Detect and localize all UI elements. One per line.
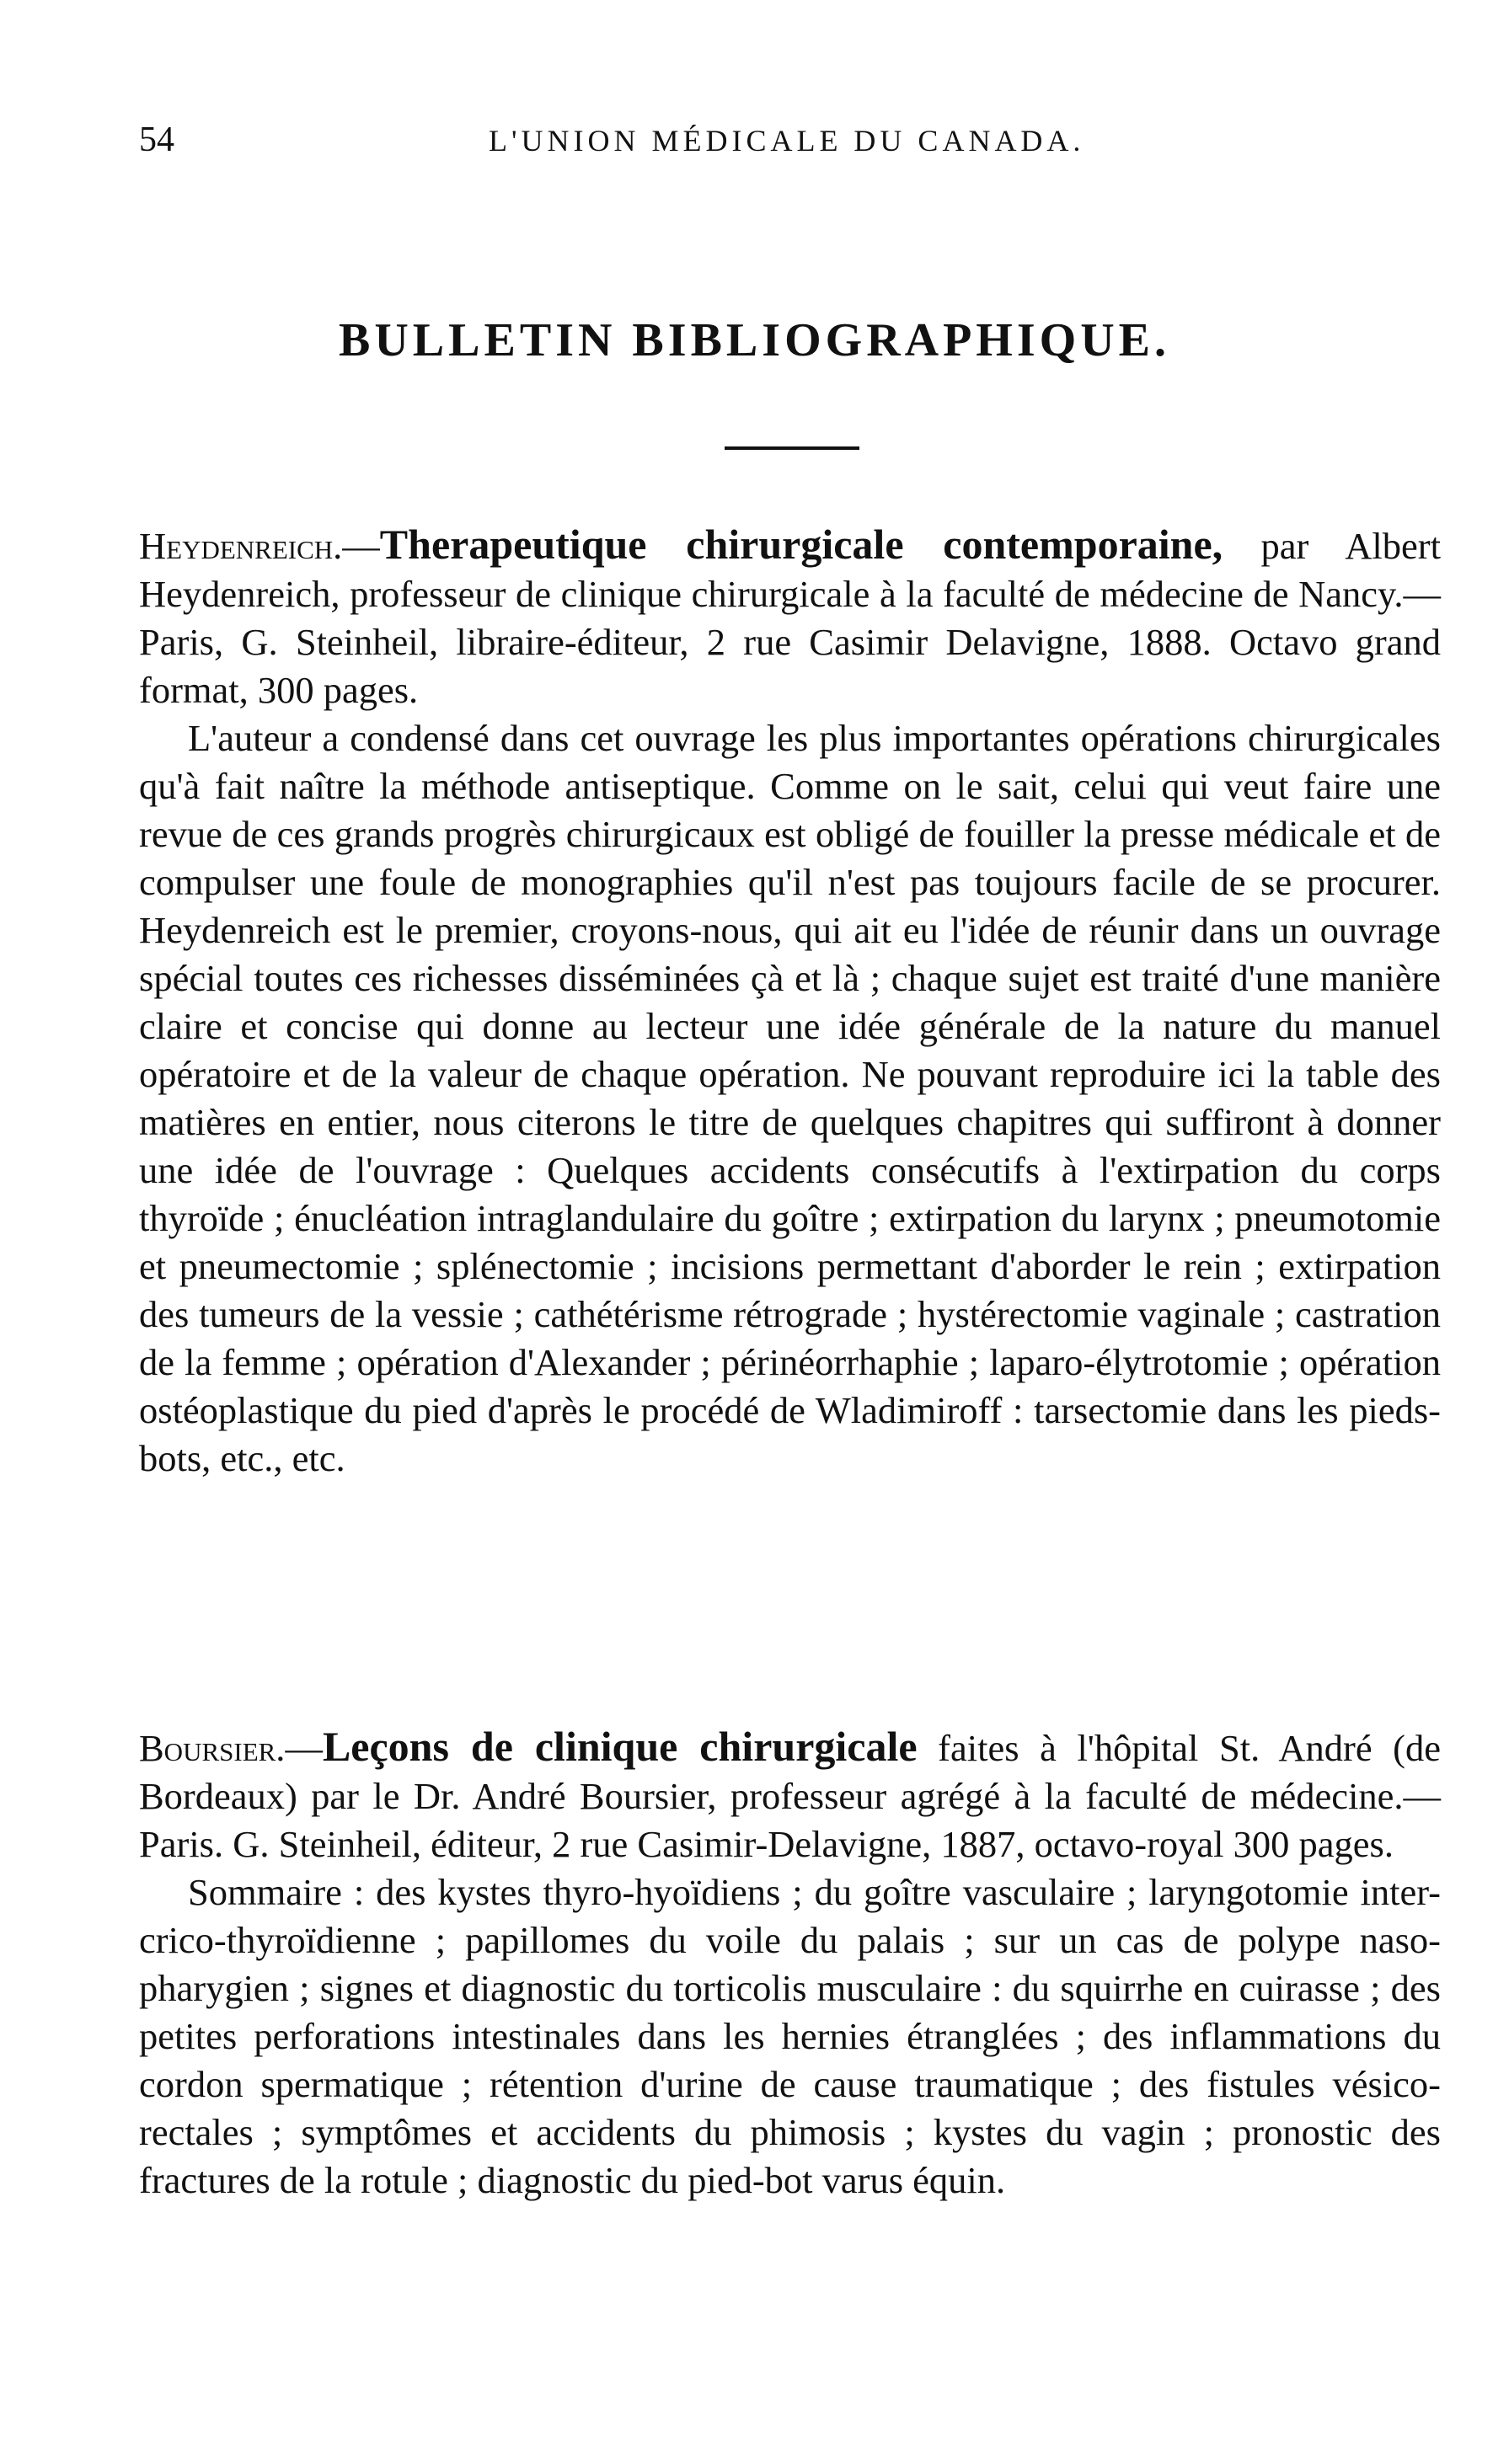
- bibliography-entry: [139, 1723, 1441, 2205]
- entry-body: L'auteur a condensé dans cet ouvrage les plus importantes opérations chirurgicales qu'à fait naître la méthode antiseptique. Comme on le sait, celui qui veut faire une revue de ces grands progrès chirurgicaux est obligé de fouiller la presse médicale et de compulser une foule de monographies qu'il n'est pas toujours facile de se procurer. Heydenreich est le premier, croyons-nous, qui ait eu l'idée de réunir dans un ouvrage spécial toutes ces richesses disséminées çà et là ; chaque sujet est traité d'une manière claire et concise qui donne au lecteur une idée générale de la nature du manuel opératoire et de la valeur de chaque opération. Ne pouvant reproduire ici la table des matières en entier, nous citerons le titre de quelques chapitres qui suffiront à donner une idée de l'ouvrage : Quelques accidents consécutifs à l'extirpation du corps thyroïde ; énucléation intraglandulaire du goître ; extirpation du larynx ; pneumotomie et pneumectomie ; splénectomie ; incisions permettant d'aborder le rein ; extirpation des tumeurs de la vessie ; cathétérisme rétrograde ; hystérectomie vaginale ; castration de la femme ; opération d'Alexander ; périnéorrhaphie ; laparo-élytrotomie ; opération ostéoplastique du pied d'après le procédé de Wladimiroff : tarsectomie dans les pieds-bots, etc., etc.: [139, 717, 1441, 1479]
- journal-title: L'UNION MÉDICALE DU CANADA.: [489, 124, 1085, 158]
- divider-rule: [725, 446, 859, 450]
- running-head: [139, 120, 1282, 170]
- entry-title: Leçons de clinique chirurgicale: [322, 1723, 918, 1770]
- page-number: 54: [139, 120, 174, 159]
- entry-author: Heydenreich.: [139, 525, 343, 567]
- entry-citation: [139, 1723, 1441, 1868]
- bibliography-entry: [139, 521, 1441, 1483]
- entry-citation: [139, 521, 1441, 714]
- entry-dash: —: [285, 1727, 323, 1769]
- entry-author: Boursier.: [139, 1727, 286, 1769]
- entry-citation-text: faites à l'hôpital St. André (de Bordeaux) par le Dr. André Boursier, professeur agrégé à la faculté de médecine.—Paris. G. Steinheil, éditeur, 2 rue Casimir-Delavigne, 1887, octavo-royal 300 pages.: [139, 1727, 1441, 1865]
- entry-dash: —: [342, 525, 380, 567]
- entry-title: Therapeutique chirurgicale contemporaine,: [379, 521, 1223, 568]
- section-title: BULLETIN BIBLIOGRAPHIQUE.: [339, 314, 1170, 366]
- entry-body: Sommaire : des kystes thyro-hyoïdiens ; du goître vasculaire ; laryngotomie inter-crico-thyroïdienne ; papillomes du voile du palais ; sur un cas de polype naso-pharygien ; signes et diagnostic du torticolis musculaire : du squirrhe en cuirasse ; des petites perforations intestinales dans les hernies étranglées ; des inflammations du cordon spermatique ; rétention d'urine de cause traumatique ; des fistules vésico-rectales ; symptômes et accidents du phimosis ; kystes du vagin ; pronostic des fractures de la rotule ; diagnostic du pied-bot varus équin.: [139, 1871, 1441, 2201]
- entry-citation-text: par Albert Heydenreich, professeur de clinique chirurgicale à la faculté de médecine de Nancy.—Paris, G. Steinheil, libraire-éditeur, 2 rue Casimir Delavigne, 1888. Octavo grand format, 300 pages.: [139, 525, 1441, 711]
